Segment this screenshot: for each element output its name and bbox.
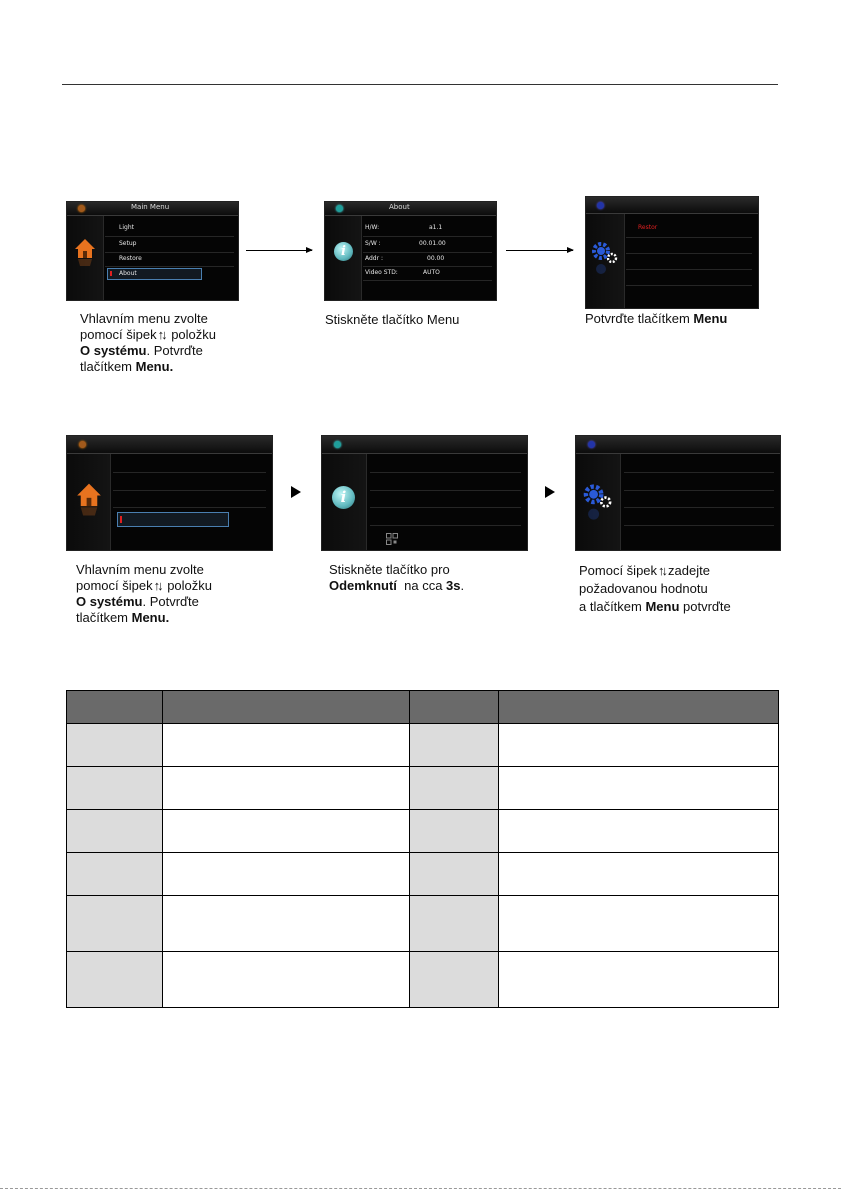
table-row [67,853,779,896]
table-cell [499,767,779,810]
menu-divider [363,236,492,237]
table-cell [162,853,409,896]
table-cell [162,724,409,767]
table-cell [409,724,499,767]
about-screen-2 [321,435,528,551]
menu-divider [363,266,492,267]
table-cell [499,724,779,767]
caption-line [76,578,236,594]
about-value-hw: a1.1 [429,224,443,231]
menu-divider [626,269,752,270]
menu-divider [370,525,521,526]
table-cell [409,767,499,810]
table-row [67,952,779,1008]
caption-bold: Menu [693,311,728,326]
table-row [67,810,779,853]
caption-line [80,359,240,375]
screen-icon-panel [576,454,621,550]
menu-divider [363,280,492,281]
info-icon: i [334,242,353,261]
table-cell [67,896,163,952]
caption-line: Vhlavním menu zvolte [80,311,208,326]
caption-text: tlačítkem [76,610,132,625]
menu-divider [105,252,234,253]
menu-divider [370,472,521,473]
home-icon [76,482,102,516]
table-cell [67,810,163,853]
status-dot-icon [78,205,85,212]
screen-title-bar [576,436,780,454]
about-label-hw: H/W: [365,224,380,231]
step4-caption [76,562,236,626]
flow-arrow [506,250,573,251]
step5-caption [329,562,464,594]
step3-caption [585,311,727,327]
home-icon [74,238,96,266]
table-header-cell [162,691,409,724]
menu-item-light[interactable]: Light [119,224,134,231]
caption-text: potvrďte [679,599,731,614]
main-menu-screen [66,201,239,301]
menu-divider [626,285,752,286]
step6-caption [579,562,731,616]
table-cell [162,810,409,853]
caption-line: Stiskněte tlačítko pro [329,562,450,577]
caption-line [76,610,236,626]
table-cell [499,896,779,952]
about-label-addr: Addr : [365,255,384,262]
menu-item-restore[interactable]: Restore [119,255,142,262]
step1-caption [80,311,240,375]
table-cell [162,767,409,810]
caption-bold: Menu [645,599,680,614]
caption-bold: Menu. [135,359,174,374]
gear-icon [590,238,620,278]
caption-line [80,343,240,359]
value-screen [575,435,781,551]
table-cell [409,810,499,853]
step-arrow [545,486,555,498]
up-down-arrows-icon: ↑↓ [658,563,666,578]
screen-icon-panel [67,216,104,300]
table-header-row [67,691,779,724]
step2-caption: Stiskněte tlačítko Menu [325,312,460,327]
menu-divider [113,507,266,508]
menu-item-setup[interactable]: Setup [119,240,137,247]
main-menu-screen-2 [66,435,273,551]
status-dot-icon [336,205,343,212]
gear-icon [581,480,615,524]
table-cell [67,853,163,896]
screen-title: About [389,203,410,211]
table-cell [409,952,499,1008]
menu-divider [626,253,752,254]
screen-title: Main Menu [131,203,170,211]
status-dot-icon [79,441,86,448]
caption-text: tlačítkem [80,359,136,374]
header-rule [62,84,778,85]
caption-line: Vhlavním menu zvolte [76,562,204,577]
about-label-sw: S/W : [365,240,381,247]
table-cell [162,896,409,952]
caption-text: pomocí šipek [80,327,157,342]
menu-item-selected[interactable] [117,512,229,527]
caption-line [76,594,236,610]
menu-divider [105,266,234,267]
table-row [67,896,779,952]
status-dot-icon [588,441,595,448]
screen-icon-panel [325,216,362,300]
qr-code-icon [386,533,398,545]
step-arrow [291,486,301,498]
menu-divider [113,472,266,473]
menu-divider [105,236,234,237]
table-cell [409,896,499,952]
caption-text: a tlačítkem [579,599,646,614]
table-header-cell [67,691,163,724]
info-icon: i [332,486,355,509]
caption-text: na cca [396,578,447,593]
about-label-video: Video STD: [365,269,398,276]
menu-divider [626,237,752,238]
menu-divider [624,507,774,508]
caption-line [579,598,731,616]
screen-title-bar [586,197,758,214]
about-value-sw: 00.01.00 [419,240,446,247]
restore-screen [585,196,759,309]
caption-bold: O systému [76,594,143,609]
screen-icon-panel [67,454,111,550]
menu-divider [370,507,521,508]
flow-arrow [246,250,312,251]
table-cell [67,767,163,810]
up-down-arrows-icon: ↑↓ [157,327,165,342]
selection-marker [110,271,112,276]
caption-text: . [460,578,465,593]
up-down-arrows-icon: ↑↓ [153,578,161,593]
caption-text: položku [163,578,213,593]
menu-divider [363,252,492,253]
table-cell [499,853,779,896]
about-value-addr: 00.00 [427,255,445,262]
table-row [67,767,779,810]
status-dot-icon [334,441,341,448]
caption-bold: Odemknutí [329,578,397,593]
caption-line: požadovanou hodnotu [579,581,708,596]
table-cell [409,853,499,896]
menu-divider [113,490,266,491]
caption-text: Pomocí šipek [579,563,658,578]
about-screen [324,201,497,301]
caption-text: Potvrďte tlačítkem [585,311,694,326]
table-cell [67,952,163,1008]
screen-title-bar [325,202,496,216]
status-dot-icon [597,202,604,209]
caption-bold: 3s [446,578,461,593]
screen-title-bar [67,436,272,454]
screen-icon-panel [586,214,625,308]
settings-table [66,690,779,1008]
caption-text: položku [167,327,217,342]
about-value-video: AUTO [423,269,440,276]
caption-bold: Menu. [131,610,170,625]
caption-text: . Potvrďte [146,343,203,358]
screen-title-bar [322,436,527,454]
page-bottom-rule [0,1188,841,1189]
screen-icon-panel [322,454,367,550]
table-row [67,724,779,767]
menu-divider [370,490,521,491]
restore-item[interactable]: Restor [638,224,658,231]
caption-line [329,578,464,594]
caption-bold: O systému [80,343,147,358]
table-cell [67,724,163,767]
caption-text: pomocí šipek [76,578,153,593]
caption-line [80,327,240,343]
menu-item-about[interactable]: About [119,270,137,277]
table-cell [499,952,779,1008]
caption-line [579,562,731,580]
menu-divider [624,490,774,491]
table-header-cell [409,691,499,724]
menu-divider [624,525,774,526]
selection-marker [120,516,122,523]
table-cell [499,810,779,853]
caption-text: zadejte [668,563,710,578]
menu-divider [624,472,774,473]
table-header-cell [499,691,779,724]
caption-text: . Potvrďte [142,594,199,609]
table-cell [162,952,409,1008]
